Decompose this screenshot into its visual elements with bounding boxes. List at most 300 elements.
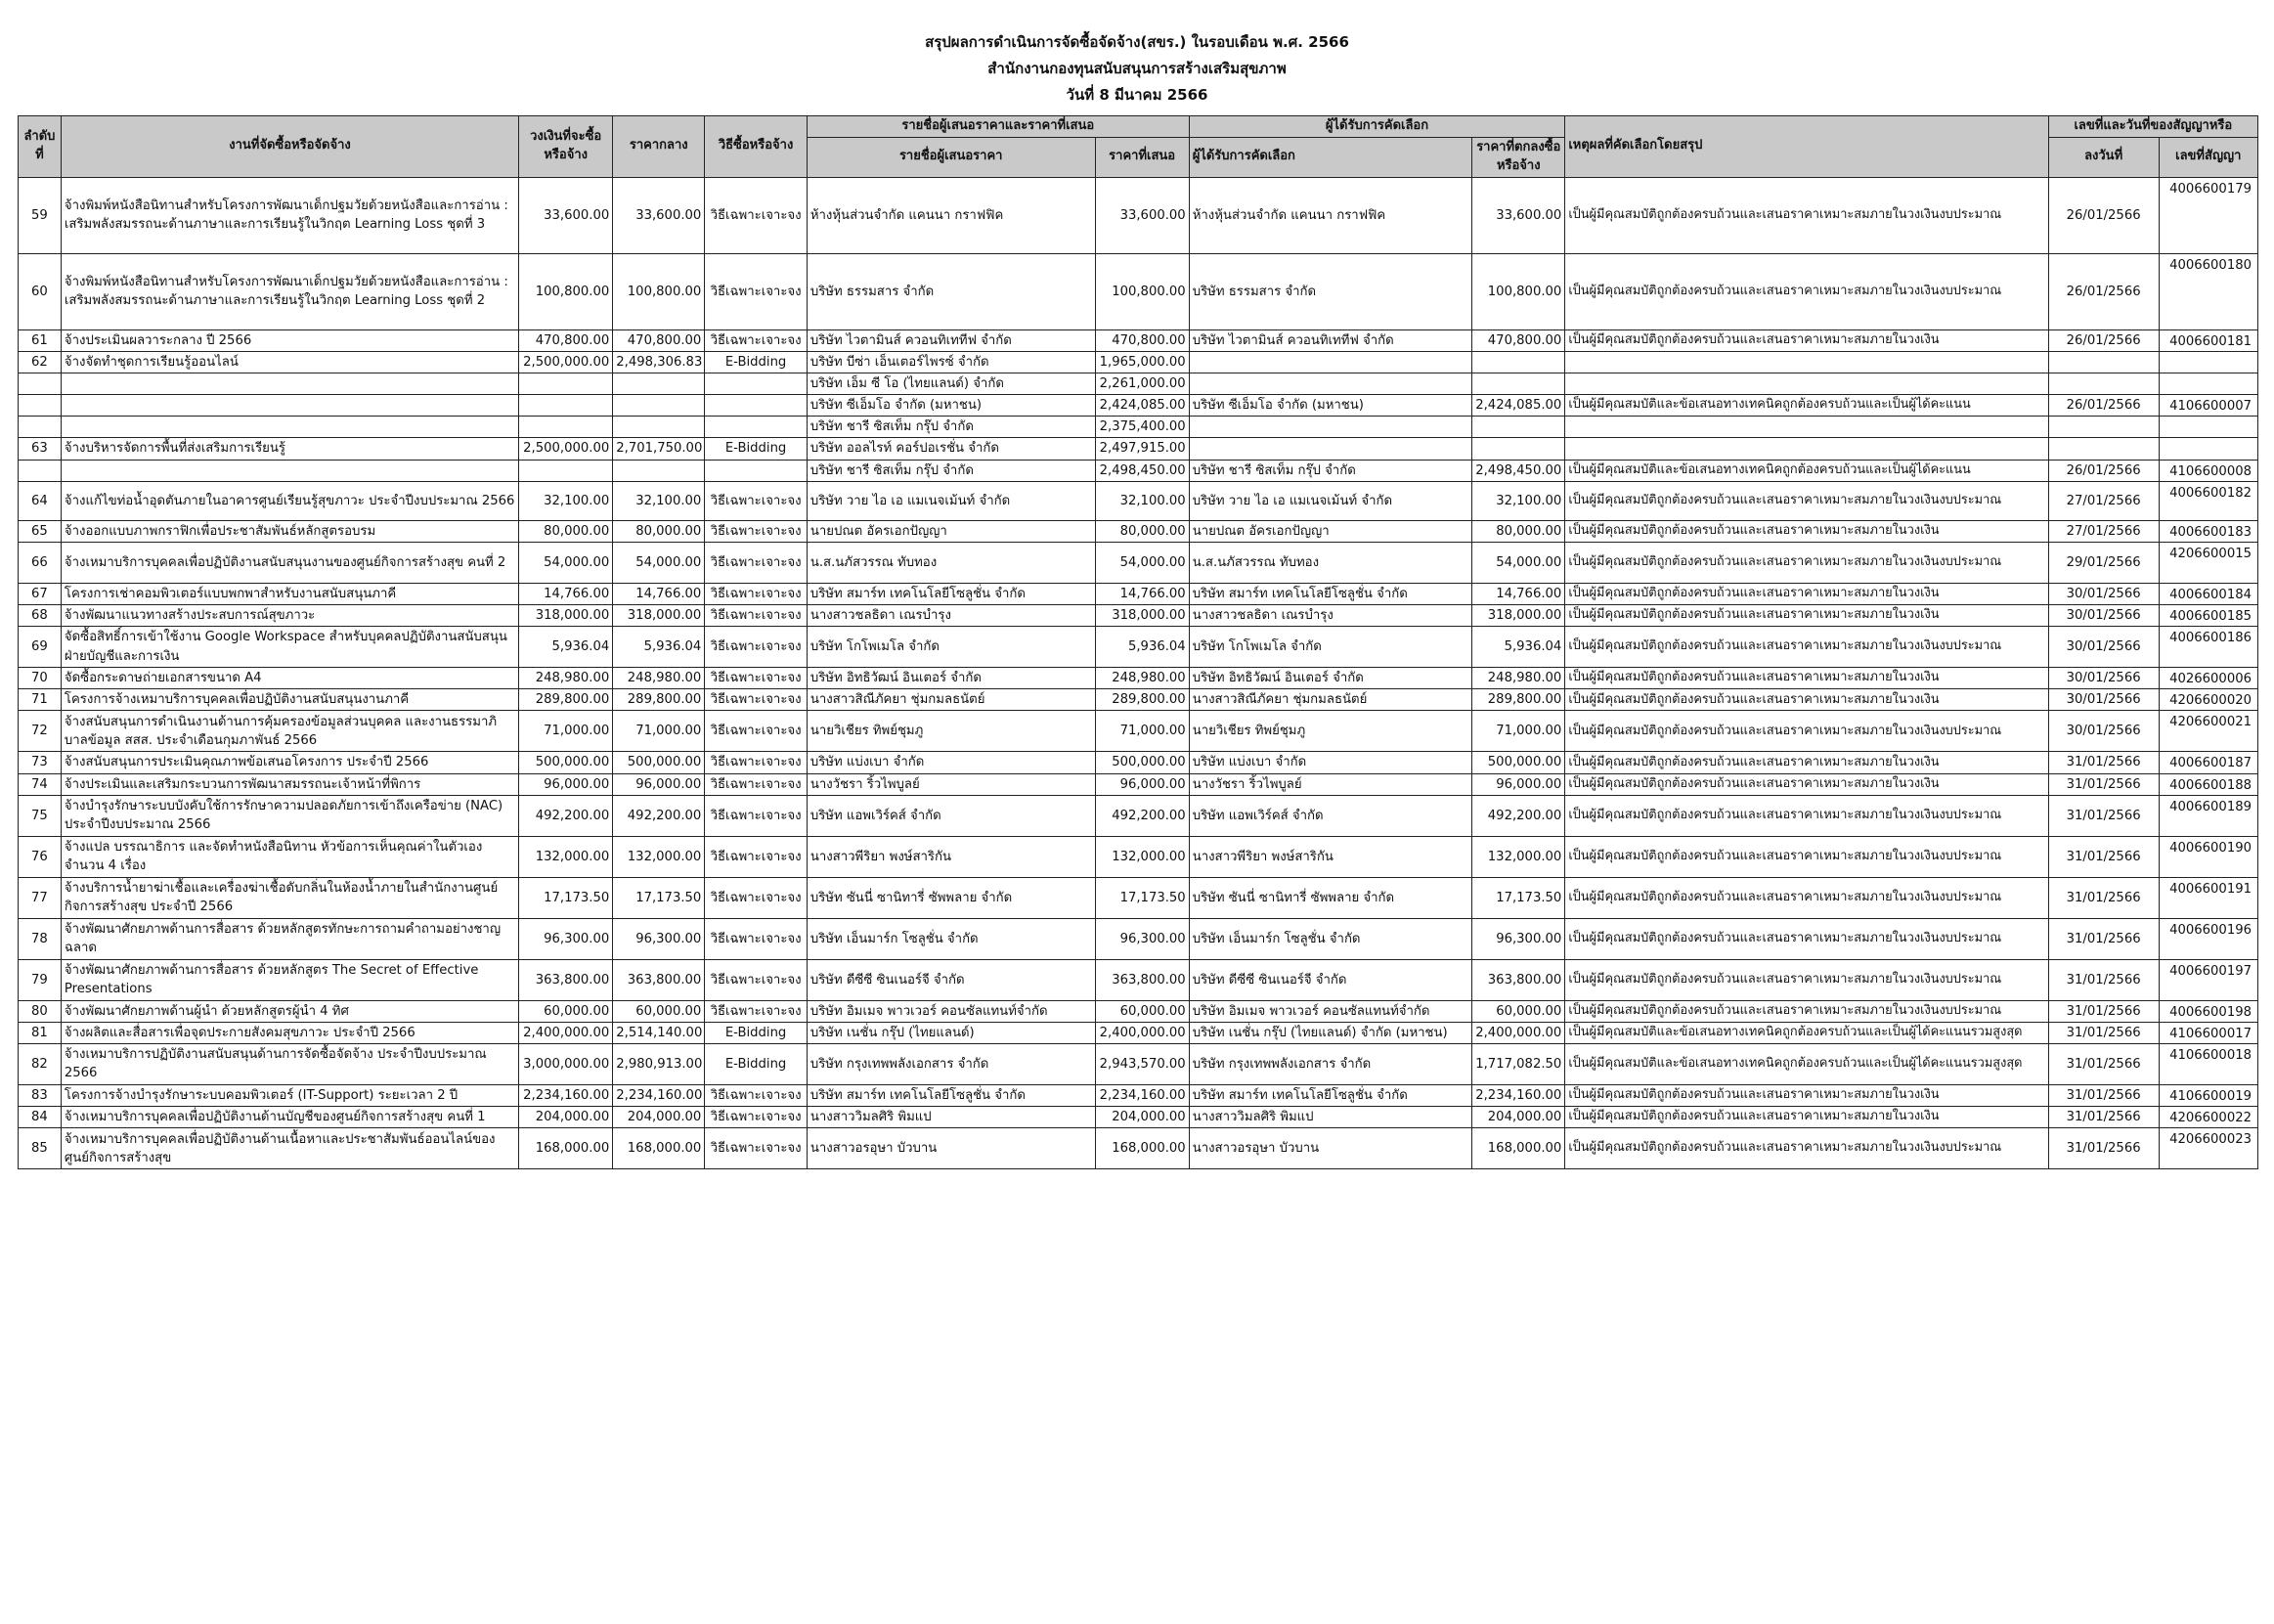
selected-vendor-cell xyxy=(1189,351,1472,373)
contract-number: 4026600006 xyxy=(2169,672,2252,687)
work-description-cell: จ้างเหมาบริการปฏิบัติงานสนับสนุนด้านการจัดซื้อจัดจ้าง ประจำปีงบประมาณ 2566 xyxy=(61,1043,518,1084)
median-price-cell: 54,000.00 xyxy=(613,542,705,583)
bid-price-cell: 1,965,000.00 xyxy=(1095,351,1189,373)
median-price-cell: 96,300.00 xyxy=(613,918,705,959)
table-row xyxy=(19,604,2258,626)
agreed-price-cell: 33,600.00 xyxy=(1472,177,1565,253)
procurement-method-cell: วิธีเฉพาะเจาะจง xyxy=(705,177,808,253)
row-number-cell xyxy=(19,417,62,438)
work-description-cell: จ้างพัฒนาศักยภาพด้านการสื่อสาร ด้วยหลักสูตร The Secret of Effective Presentations xyxy=(61,959,518,1000)
budget-amount-cell: 80,000.00 xyxy=(519,520,613,542)
budget-amount-cell: 14,766.00 xyxy=(519,583,613,604)
contract-date-cell xyxy=(2048,351,2159,373)
procurement-method-cell: วิธีเฉพาะเจาะจง xyxy=(705,836,808,877)
agreed-price-cell: 32,100.00 xyxy=(1472,481,1565,520)
contract-date-cell: 27/01/2566 xyxy=(2048,520,2159,542)
budget-amount-cell: 470,800.00 xyxy=(519,329,613,351)
contract-number-cell xyxy=(2159,253,2257,329)
col-header-bidder-name: รายชื่อผู้เสนอราคา xyxy=(807,138,1095,178)
budget-amount-cell xyxy=(519,460,613,481)
table-row xyxy=(19,1000,2258,1022)
agreed-price-cell: 80,000.00 xyxy=(1472,520,1565,542)
selected-vendor-cell: บริษัท ไวตามินส์ ควอนทิเททีฟ จำกัด xyxy=(1189,329,1472,351)
selected-vendor-cell: น.ส.นภัสวรรณ ทับทอง xyxy=(1189,542,1472,583)
contract-number-cell xyxy=(2159,520,2257,542)
selected-vendor-cell: บริษัท วาย ไอ เอ แมเนจเม้นท์ จำกัด xyxy=(1189,481,1472,520)
table-row xyxy=(19,795,2258,836)
contract-date-cell: 31/01/2566 xyxy=(2048,1107,2159,1128)
selection-reason-cell: เป็นผู้มีคุณสมบัติและข้อเสนอทางเทคนิคถูกต้องครบถ้วนและเป็นผู้ได้คะแนนรวมสูงสุด xyxy=(1565,1043,2048,1084)
contract-number-cell xyxy=(2159,481,2257,520)
procurement-method-cell: วิธีเฉพาะเจาะจง xyxy=(705,481,808,520)
bid-price-cell: 71,000.00 xyxy=(1095,711,1189,752)
row-number-cell: 74 xyxy=(19,773,62,795)
procurement-method-cell: วิธีเฉพาะเจาะจง xyxy=(705,795,808,836)
budget-amount-cell: 96,300.00 xyxy=(519,918,613,959)
table-row xyxy=(19,329,2258,351)
procurement-method-cell: วิธีเฉพาะเจาะจง xyxy=(705,583,808,604)
selection-reason-cell xyxy=(1565,438,2048,460)
row-number-cell: 78 xyxy=(19,918,62,959)
procurement-method-cell: วิธีเฉพาะเจาะจง xyxy=(705,689,808,711)
selection-reason-cell: เป็นผู้มีคุณสมบัติถูกต้องครบถ้วนและเสนอราคาเหมาะสมภายในวงเงิน xyxy=(1565,1084,2048,1106)
procurement-method-cell: วิธีเฉพาะเจาะจง xyxy=(705,253,808,329)
bid-price-cell: 17,173.50 xyxy=(1095,877,1189,918)
median-price-cell: 14,766.00 xyxy=(613,583,705,604)
bid-price-cell: 96,000.00 xyxy=(1095,773,1189,795)
median-price-cell: 33,600.00 xyxy=(613,177,705,253)
row-number-cell: 80 xyxy=(19,1000,62,1022)
procurement-table xyxy=(18,115,2258,1169)
budget-amount-cell: 500,000.00 xyxy=(519,752,613,773)
procurement-method-cell: วิธีเฉพาะเจาะจง xyxy=(705,752,808,773)
procurement-method-cell xyxy=(705,395,808,417)
selection-reason-cell: เป็นผู้มีคุณสมบัติถูกต้องครบถ้วนและเสนอราคาเหมาะสมภายในวงเงินงบประมาณ xyxy=(1565,627,2048,668)
procurement-method-cell: วิธีเฉพาะเจาะจง xyxy=(705,711,808,752)
selection-reason-cell: เป็นผู้มีคุณสมบัติถูกต้องครบถ้วนและเสนอราคาเหมาะสมภายในวงเงิน xyxy=(1565,583,2048,604)
agreed-price-cell: 2,234,160.00 xyxy=(1472,1084,1565,1106)
contract-date-cell: 26/01/2566 xyxy=(2048,329,2159,351)
col-header-median: ราคากลาง xyxy=(613,116,705,178)
contract-number-cell xyxy=(2159,417,2257,438)
row-number-cell: 83 xyxy=(19,1084,62,1106)
selected-vendor-cell: นางสาวชลธิดา เณรบำรุง xyxy=(1189,604,1472,626)
work-description-cell: จ้างจัดทำชุดการเรียนรู้ออนไลน์ xyxy=(61,351,518,373)
selection-reason-cell xyxy=(1565,351,2048,373)
contract-number-cell xyxy=(2159,1022,2257,1043)
contract-date-cell: 31/01/2566 xyxy=(2048,795,2159,836)
budget-amount-cell xyxy=(519,417,613,438)
agreed-price-cell: 204,000.00 xyxy=(1472,1107,1565,1128)
median-price-cell: 500,000.00 xyxy=(613,752,705,773)
median-price-cell: 318,000.00 xyxy=(613,604,705,626)
bidder-name-cell: บริษัท สมาร์ท เทคโนโลยีโซลูชั่น จำกัด xyxy=(807,1084,1095,1106)
bid-price-cell: 2,498,450.00 xyxy=(1095,460,1189,481)
contract-number: 4206600020 xyxy=(2169,693,2252,709)
work-description-cell: จ้างแปล บรรณาธิการ และจัดทำหนังสือนิทาน หัวข้อการเห็นคุณค่าในตัวเอง จำนวน 4 เรื่อง xyxy=(61,836,518,877)
selected-vendor-cell xyxy=(1189,438,1472,460)
table-row xyxy=(19,773,2258,795)
median-price-cell: 2,498,306.83 xyxy=(613,351,705,373)
selected-vendor-cell: บริษัท ชารี ซิสเท็ม กรุ๊ป จำกัด xyxy=(1189,460,1472,481)
table-row xyxy=(19,1128,2258,1169)
selection-reason-cell: เป็นผู้มีคุณสมบัติถูกต้องครบถ้วนและเสนอราคาเหมาะสมภายในวงเงินงบประมาณ xyxy=(1565,959,2048,1000)
bid-price-cell: 2,943,570.00 xyxy=(1095,1043,1189,1084)
contract-date-cell: 31/01/2566 xyxy=(2048,918,2159,959)
median-price-cell xyxy=(613,460,705,481)
bidder-name-cell: บริษัท กรุงเทพพลังเอกสาร จำกัด xyxy=(807,1043,1095,1084)
contract-number: 4206600023 xyxy=(2169,1132,2252,1148)
contract-number-cell xyxy=(2159,351,2257,373)
selection-reason-cell: เป็นผู้มีคุณสมบัติถูกต้องครบถ้วนและเสนอราคาเหมาะสมภายในวงเงิน xyxy=(1565,689,2048,711)
selected-vendor-cell: นางสาวอรอุษา บัวบาน xyxy=(1189,1128,1472,1169)
bidder-name-cell: บริษัท ชารี ซิสเท็ม กรุ๊ป จำกัด xyxy=(807,417,1095,438)
col-group-bidders: รายชื่อผู้เสนอราคาและราคาที่เสนอ xyxy=(807,116,1189,138)
median-price-cell: 60,000.00 xyxy=(613,1000,705,1022)
selected-vendor-cell: บริษัท แบ่งเบา จำกัด xyxy=(1189,752,1472,773)
selection-reason-cell: เป็นผู้มีคุณสมบัติและข้อเสนอทางเทคนิคถูกต้องครบถ้วนและเป็นผู้ได้คะแนน xyxy=(1565,395,2048,417)
table-body xyxy=(19,177,2258,1169)
bidder-name-cell: บริษัท ธรรมสาร จำกัด xyxy=(807,253,1095,329)
agreed-price-cell: 96,300.00 xyxy=(1472,918,1565,959)
contract-number-cell xyxy=(2159,329,2257,351)
agreed-price-cell xyxy=(1472,417,1565,438)
bidder-name-cell: น.ส.นภัสวรรณ ทับทอง xyxy=(807,542,1095,583)
selected-vendor-cell xyxy=(1189,417,1472,438)
contract-number: 4006600188 xyxy=(2169,777,2252,793)
work-description-cell xyxy=(61,395,518,417)
row-number-cell: 81 xyxy=(19,1022,62,1043)
work-description-cell: จ้างแก้ไขท่อน้ำอุดตันภายในอาคารศูนย์เรียนรู้สุขภาวะ ประจำปีงบประมาณ 2566 xyxy=(61,481,518,520)
row-number-cell: 59 xyxy=(19,177,62,253)
contract-number: 4206600021 xyxy=(2169,715,2252,730)
contract-number: 4206600022 xyxy=(2169,1111,2252,1126)
contract-number: 4006600179 xyxy=(2169,181,2252,197)
col-header-selected-name: ผู้ได้รับการคัดเลือก xyxy=(1189,138,1472,178)
work-description-cell: จ้างบริการน้ำยาฆ่าเชื้อและเครื่องฆ่าเชื้อดับกลิ่นในห้องน้ำภายในสำนักงานศูนย์กิจการสร้างสุข ประจำปี 2566 xyxy=(61,877,518,918)
selection-reason-cell: เป็นผู้มีคุณสมบัติถูกต้องครบถ้วนและเสนอราคาเหมาะสมภายในวงเงินงบประมาณ xyxy=(1565,253,2048,329)
selection-reason-cell: เป็นผู้มีคุณสมบัติถูกต้องครบถ้วนและเสนอราคาเหมาะสมภายในวงเงินงบประมาณ xyxy=(1565,877,2048,918)
col-header-no: ลำดับที่ xyxy=(19,116,62,178)
bid-price-cell: 500,000.00 xyxy=(1095,752,1189,773)
contract-number-cell xyxy=(2159,689,2257,711)
procurement-method-cell: วิธีเฉพาะเจาะจง xyxy=(705,668,808,689)
contract-number: 4106600017 xyxy=(2169,1026,2252,1041)
selection-reason-cell: เป็นผู้มีคุณสมบัติถูกต้องครบถ้วนและเสนอราคาเหมาะสมภายในวงเงิน xyxy=(1565,520,2048,542)
agreed-price-cell: 54,000.00 xyxy=(1472,542,1565,583)
contract-date-cell: 26/01/2566 xyxy=(2048,460,2159,481)
row-number-cell: 64 xyxy=(19,481,62,520)
selection-reason-cell: เป็นผู้มีคุณสมบัติถูกต้องครบถ้วนและเสนอราคาเหมาะสมภายในวงเงินงบประมาณ xyxy=(1565,795,2048,836)
median-price-cell: 470,800.00 xyxy=(613,329,705,351)
bid-price-cell: 33,600.00 xyxy=(1095,177,1189,253)
contract-number-cell xyxy=(2159,836,2257,877)
selected-vendor-cell: นายปณต อัครเอกปัญญา xyxy=(1189,520,1472,542)
table-row xyxy=(19,583,2258,604)
contract-date-cell: 30/01/2566 xyxy=(2048,627,2159,668)
contract-number: 4006600186 xyxy=(2169,631,2252,646)
work-description-cell: จ้างเหมาบริการบุคคลเพื่อปฏิบัติงานด้านเนื้อหาและประชาสัมพันธ์ออนไลน์ของศูนย์กิจการสร้างสุข xyxy=(61,1128,518,1169)
col-header-contract-date: ลงวันที่ xyxy=(2048,138,2159,178)
col-header-bid-price: ราคาที่เสนอ xyxy=(1095,138,1189,178)
bidder-name-cell: บริษัท ซันนี่ ซานิทารี่ ซัพพลาย จำกัด xyxy=(807,877,1095,918)
selected-vendor-cell: บริษัท ซันนี่ ซานิทารี่ ซัพพลาย จำกัด xyxy=(1189,877,1472,918)
bid-price-cell: 100,800.00 xyxy=(1095,253,1189,329)
row-number-cell: 62 xyxy=(19,351,62,373)
selected-vendor-cell: บริษัท เอ็นมาร์ก โซลูชั่น จำกัด xyxy=(1189,918,1472,959)
contract-number: 4006600187 xyxy=(2169,756,2252,771)
col-group-contract: เลขที่และวันที่ของสัญญาหรือ xyxy=(2048,116,2257,138)
row-number-cell: 70 xyxy=(19,668,62,689)
row-number-cell: 67 xyxy=(19,583,62,604)
procurement-method-cell: วิธีเฉพาะเจาะจง xyxy=(705,1128,808,1169)
bid-price-cell: 2,400,000.00 xyxy=(1095,1022,1189,1043)
selected-vendor-cell: นายวิเชียร ทิพย์ชุมภู xyxy=(1189,711,1472,752)
contract-number-cell xyxy=(2159,438,2257,460)
agreed-price-cell: 318,000.00 xyxy=(1472,604,1565,626)
selected-vendor-cell: บริษัท อิมเมจ พาวเวอร์ คอนซัลแทนท์จำกัด xyxy=(1189,1000,1472,1022)
selection-reason-cell: เป็นผู้มีคุณสมบัติถูกต้องครบถ้วนและเสนอราคาเหมาะสมภายในวงเงิน xyxy=(1565,773,2048,795)
bidder-name-cell: บริษัท อิมเมจ พาวเวอร์ คอนซัลแทนท์จำกัด xyxy=(807,1000,1095,1022)
table-row xyxy=(19,959,2258,1000)
procurement-method-cell: วิธีเฉพาะเจาะจง xyxy=(705,1084,808,1106)
procurement-method-cell: E-Bidding xyxy=(705,1043,808,1084)
row-number-cell: 77 xyxy=(19,877,62,918)
selected-vendor-cell: บริษัท เนชั่น กรุ๊ป (ไทยแลนด์) จำกัด (มหาชน) xyxy=(1189,1022,1472,1043)
contract-date-cell: 26/01/2566 xyxy=(2048,177,2159,253)
median-price-cell: 168,000.00 xyxy=(613,1128,705,1169)
contract-number: 4006600180 xyxy=(2169,257,2252,273)
bidder-name-cell: นางวัชรา ริ้วไพบูลย์ xyxy=(807,773,1095,795)
agreed-price-cell: 363,800.00 xyxy=(1472,959,1565,1000)
work-description-cell: จ้างเหมาบริการบุคคลเพื่อปฏิบัติงานด้านบัญชีของศูนย์กิจการสร้างสุข คนที่ 1 xyxy=(61,1107,518,1128)
col-header-agreed-price: ราคาที่ตกลงซื้อหรือจ้าง xyxy=(1472,138,1565,178)
contract-number-cell xyxy=(2159,373,2257,394)
median-price-cell xyxy=(613,395,705,417)
bidder-name-cell: บริษัท เนชั่น กรุ๊ป (ไทยแลนด์) xyxy=(807,1022,1095,1043)
bid-price-cell: 2,424,085.00 xyxy=(1095,395,1189,417)
contract-number-cell xyxy=(2159,1084,2257,1106)
table-row xyxy=(19,627,2258,668)
agreed-price-cell: 470,800.00 xyxy=(1472,329,1565,351)
procurement-method-cell: วิธีเฉพาะเจาะจง xyxy=(705,959,808,1000)
contract-number: 4006600189 xyxy=(2169,799,2252,814)
work-description-cell: โครงการจ้างบำรุงรักษาระบบคอมพิวเตอร์ (IT-Support) ระยะเวลา 2 ปี xyxy=(61,1084,518,1106)
procurement-method-cell: วิธีเฉพาะเจาะจง xyxy=(705,542,808,583)
work-description-cell: จ้างประเมินและเสริมกระบวนการพัฒนาสมรรถนะเจ้าหน้าที่พิการ xyxy=(61,773,518,795)
agreed-price-cell: 71,000.00 xyxy=(1472,711,1565,752)
contract-number-cell xyxy=(2159,583,2257,604)
work-description-cell: โครงการจ้างเหมาบริการบุคคลเพื่อปฏิบัติงานสนับสนุนงานภาคี xyxy=(61,689,518,711)
agreed-price-cell xyxy=(1472,438,1565,460)
contract-date-cell: 31/01/2566 xyxy=(2048,1084,2159,1106)
bidder-name-cell: นางสาวสิณีภัคยา ชุ่มกมลธนัตย์ xyxy=(807,689,1095,711)
bidder-name-cell: นายวิเชียร ทิพย์ชุมภู xyxy=(807,711,1095,752)
row-number-cell: 82 xyxy=(19,1043,62,1084)
work-description-cell xyxy=(61,373,518,394)
budget-amount-cell: 32,100.00 xyxy=(519,481,613,520)
contract-number: 4106600019 xyxy=(2169,1088,2252,1104)
contract-date-cell: 31/01/2566 xyxy=(2048,752,2159,773)
bidder-name-cell: บริษัท เอ็นมาร์ก โซลูชั่น จำกัด xyxy=(807,918,1095,959)
median-price-cell: 80,000.00 xyxy=(613,520,705,542)
table-row xyxy=(19,373,2258,394)
bid-price-cell: 5,936.04 xyxy=(1095,627,1189,668)
contract-date-cell: 31/01/2566 xyxy=(2048,836,2159,877)
selection-reason-cell: เป็นผู้มีคุณสมบัติถูกต้องครบถ้วนและเสนอราคาเหมาะสมภายในวงเงิน xyxy=(1565,329,2048,351)
agreed-price-cell: 132,000.00 xyxy=(1472,836,1565,877)
budget-amount-cell: 289,800.00 xyxy=(519,689,613,711)
contract-number: 4106600018 xyxy=(2169,1047,2252,1063)
table-row xyxy=(19,395,2258,417)
bid-price-cell: 2,261,000.00 xyxy=(1095,373,1189,394)
budget-amount-cell xyxy=(519,373,613,394)
contract-number: 4006600184 xyxy=(2169,587,2252,602)
contract-number-cell xyxy=(2159,877,2257,918)
contract-date-cell: 30/01/2566 xyxy=(2048,711,2159,752)
document-title: สรุปผลการดำเนินการจัดซื้อจัดจ้าง(สขร.) ในรอบเดือน พ.ศ. 2566 xyxy=(925,33,1349,51)
table-row xyxy=(19,460,2258,481)
work-description-cell: จ้างประเมินผลวาระกลาง ปี 2566 xyxy=(61,329,518,351)
selection-reason-cell: เป็นผู้มีคุณสมบัติถูกต้องครบถ้วนและเสนอราคาเหมาะสมภายในวงเงินงบประมาณ xyxy=(1565,1128,2048,1169)
table-row xyxy=(19,417,2258,438)
row-number-cell: 79 xyxy=(19,959,62,1000)
contract-number: 4006600181 xyxy=(2169,333,2252,349)
bid-price-cell: 204,000.00 xyxy=(1095,1107,1189,1128)
budget-amount-cell: 492,200.00 xyxy=(519,795,613,836)
procurement-method-cell xyxy=(705,373,808,394)
contract-number-cell xyxy=(2159,711,2257,752)
selected-vendor-cell: บริษัท ดีซีซี ซินเนอร์จี จำกัด xyxy=(1189,959,1472,1000)
contract-date-cell: 31/01/2566 xyxy=(2048,1128,2159,1169)
organization-name: สำนักงานกองทุนสนับสนุนการสร้างเสริมสุขภาพ xyxy=(987,60,1287,77)
contract-number-cell xyxy=(2159,752,2257,773)
agreed-price-cell: 96,000.00 xyxy=(1472,773,1565,795)
table-row xyxy=(19,711,2258,752)
table-row xyxy=(19,877,2258,918)
agreed-price-cell: 168,000.00 xyxy=(1472,1128,1565,1169)
contract-number: 4006600183 xyxy=(2169,524,2252,540)
budget-amount-cell: 71,000.00 xyxy=(519,711,613,752)
budget-amount-cell: 3,000,000.00 xyxy=(519,1043,613,1084)
contract-number-cell xyxy=(2159,795,2257,836)
median-price-cell: 2,234,160.00 xyxy=(613,1084,705,1106)
row-number-cell: 65 xyxy=(19,520,62,542)
selection-reason-cell xyxy=(1565,417,2048,438)
contract-number-cell xyxy=(2159,395,2257,417)
work-description-cell: จ้างบำรุงรักษาระบบบังคับใช้การรักษาความปลอดภัยการเข้าถึงเครือข่าย (NAC) ประจำปีงบประมาณ 2566 xyxy=(61,795,518,836)
agreed-price-cell: 2,424,085.00 xyxy=(1472,395,1565,417)
procurement-method-cell: E-Bidding xyxy=(705,1022,808,1043)
contract-number-cell xyxy=(2159,1128,2257,1169)
budget-amount-cell xyxy=(519,395,613,417)
col-header-work: งานที่จัดซื้อหรือจัดจ้าง xyxy=(61,116,518,178)
selected-vendor-cell: บริษัท แอพเวิร์คส์ จำกัด xyxy=(1189,795,1472,836)
col-header-contract-no: เลขที่สัญญา xyxy=(2159,138,2257,178)
selection-reason-cell: เป็นผู้มีคุณสมบัติถูกต้องครบถ้วนและเสนอราคาเหมาะสมภายในวงเงินงบประมาณ xyxy=(1565,711,2048,752)
bidder-name-cell: บริษัท บีซ่า เอ็นเตอร์ไพรซ์ จำกัด xyxy=(807,351,1095,373)
contract-number-cell xyxy=(2159,1043,2257,1084)
work-description-cell: จ้างสนับสนุนการประเมินคุณภาพข้อเสนอโครงการ ประจำปี 2566 xyxy=(61,752,518,773)
agreed-price-cell: 2,498,450.00 xyxy=(1472,460,1565,481)
budget-amount-cell: 17,173.50 xyxy=(519,877,613,918)
budget-amount-cell: 2,234,160.00 xyxy=(519,1084,613,1106)
table-row xyxy=(19,1107,2258,1128)
contract-number-cell xyxy=(2159,1000,2257,1022)
contract-date-cell: 29/01/2566 xyxy=(2048,542,2159,583)
contract-date-cell: 31/01/2566 xyxy=(2048,1000,2159,1022)
bidder-name-cell: บริษัท แบ่งเบา จำกัด xyxy=(807,752,1095,773)
bid-price-cell: 363,800.00 xyxy=(1095,959,1189,1000)
bid-price-cell: 54,000.00 xyxy=(1095,542,1189,583)
row-number-cell: 72 xyxy=(19,711,62,752)
table-row xyxy=(19,438,2258,460)
selected-vendor-cell xyxy=(1189,373,1472,394)
selection-reason-cell: เป็นผู้มีคุณสมบัติถูกต้องครบถ้วนและเสนอราคาเหมาะสมภายในวงเงิน xyxy=(1565,668,2048,689)
procurement-method-cell: วิธีเฉพาะเจาะจง xyxy=(705,520,808,542)
row-number-cell: 73 xyxy=(19,752,62,773)
work-description-cell: จ้างพัฒนาแนวทางสร้างประสบการณ์สุขภาวะ xyxy=(61,604,518,626)
contract-number-cell xyxy=(2159,177,2257,253)
table-row xyxy=(19,1084,2258,1106)
document-date: วันที่ 8 มีนาคม 2566 xyxy=(1066,86,1208,104)
agreed-price-cell: 2,400,000.00 xyxy=(1472,1022,1565,1043)
selected-vendor-cell: บริษัท กรุงเทพพลังเอกสาร จำกัด xyxy=(1189,1043,1472,1084)
median-price-cell: 17,173.50 xyxy=(613,877,705,918)
agreed-price-cell: 289,800.00 xyxy=(1472,689,1565,711)
work-description-cell xyxy=(61,417,518,438)
procurement-method-cell: วิธีเฉพาะเจาะจง xyxy=(705,627,808,668)
selected-vendor-cell: นางสาววิมลศิริ พิมแป xyxy=(1189,1107,1472,1128)
work-description-cell: จ้างบริหารจัดการพื้นที่ส่งเสริมการเรียนรู้ xyxy=(61,438,518,460)
budget-amount-cell: 96,000.00 xyxy=(519,773,613,795)
contract-number: 4006600191 xyxy=(2169,881,2252,897)
contract-number: 4006600182 xyxy=(2169,485,2252,501)
bid-price-cell: 470,800.00 xyxy=(1095,329,1189,351)
contract-date-cell: 30/01/2566 xyxy=(2048,689,2159,711)
contract-date-cell: 30/01/2566 xyxy=(2048,604,2159,626)
contract-number-cell xyxy=(2159,773,2257,795)
row-number-cell: 60 xyxy=(19,253,62,329)
table-row xyxy=(19,918,2258,959)
row-number-cell: 68 xyxy=(19,604,62,626)
contract-date-cell: 31/01/2566 xyxy=(2048,1043,2159,1084)
contract-date-cell: 31/01/2566 xyxy=(2048,773,2159,795)
bid-price-cell: 168,000.00 xyxy=(1095,1128,1189,1169)
budget-amount-cell: 5,936.04 xyxy=(519,627,613,668)
selected-vendor-cell: นางสาวพีริยา พงษ์สาริกัน xyxy=(1189,836,1472,877)
agreed-price-cell: 5,936.04 xyxy=(1472,627,1565,668)
contract-number-cell xyxy=(2159,604,2257,626)
agreed-price-cell xyxy=(1472,351,1565,373)
bid-price-cell: 318,000.00 xyxy=(1095,604,1189,626)
selection-reason-cell: เป็นผู้มีคุณสมบัติถูกต้องครบถ้วนและเสนอราคาเหมาะสมภายในวงเงิน xyxy=(1565,752,2048,773)
table-row xyxy=(19,542,2258,583)
contract-number: 4106600007 xyxy=(2169,399,2252,415)
budget-amount-cell: 54,000.00 xyxy=(519,542,613,583)
bidder-name-cell: บริษัท ออลไรท์ คอร์ปอเรชั่น จำกัด xyxy=(807,438,1095,460)
median-price-cell: 96,000.00 xyxy=(613,773,705,795)
median-price-cell: 2,980,913.00 xyxy=(613,1043,705,1084)
work-description-cell: จ้างพัฒนาศักยภาพด้านผู้นำ ด้วยหลักสูตรผู้นำ 4 ทิศ xyxy=(61,1000,518,1022)
document-header xyxy=(0,29,2274,109)
contract-number: 4006600198 xyxy=(2169,1004,2252,1020)
col-header-budget: วงเงินที่จะซื้อหรือจ้าง xyxy=(519,116,613,178)
bid-price-cell: 80,000.00 xyxy=(1095,520,1189,542)
bidder-name-cell: บริษัท ซีเอ็มโอ จำกัด (มหาชน) xyxy=(807,395,1095,417)
median-price-cell: 100,800.00 xyxy=(613,253,705,329)
contract-date-cell xyxy=(2048,373,2159,394)
